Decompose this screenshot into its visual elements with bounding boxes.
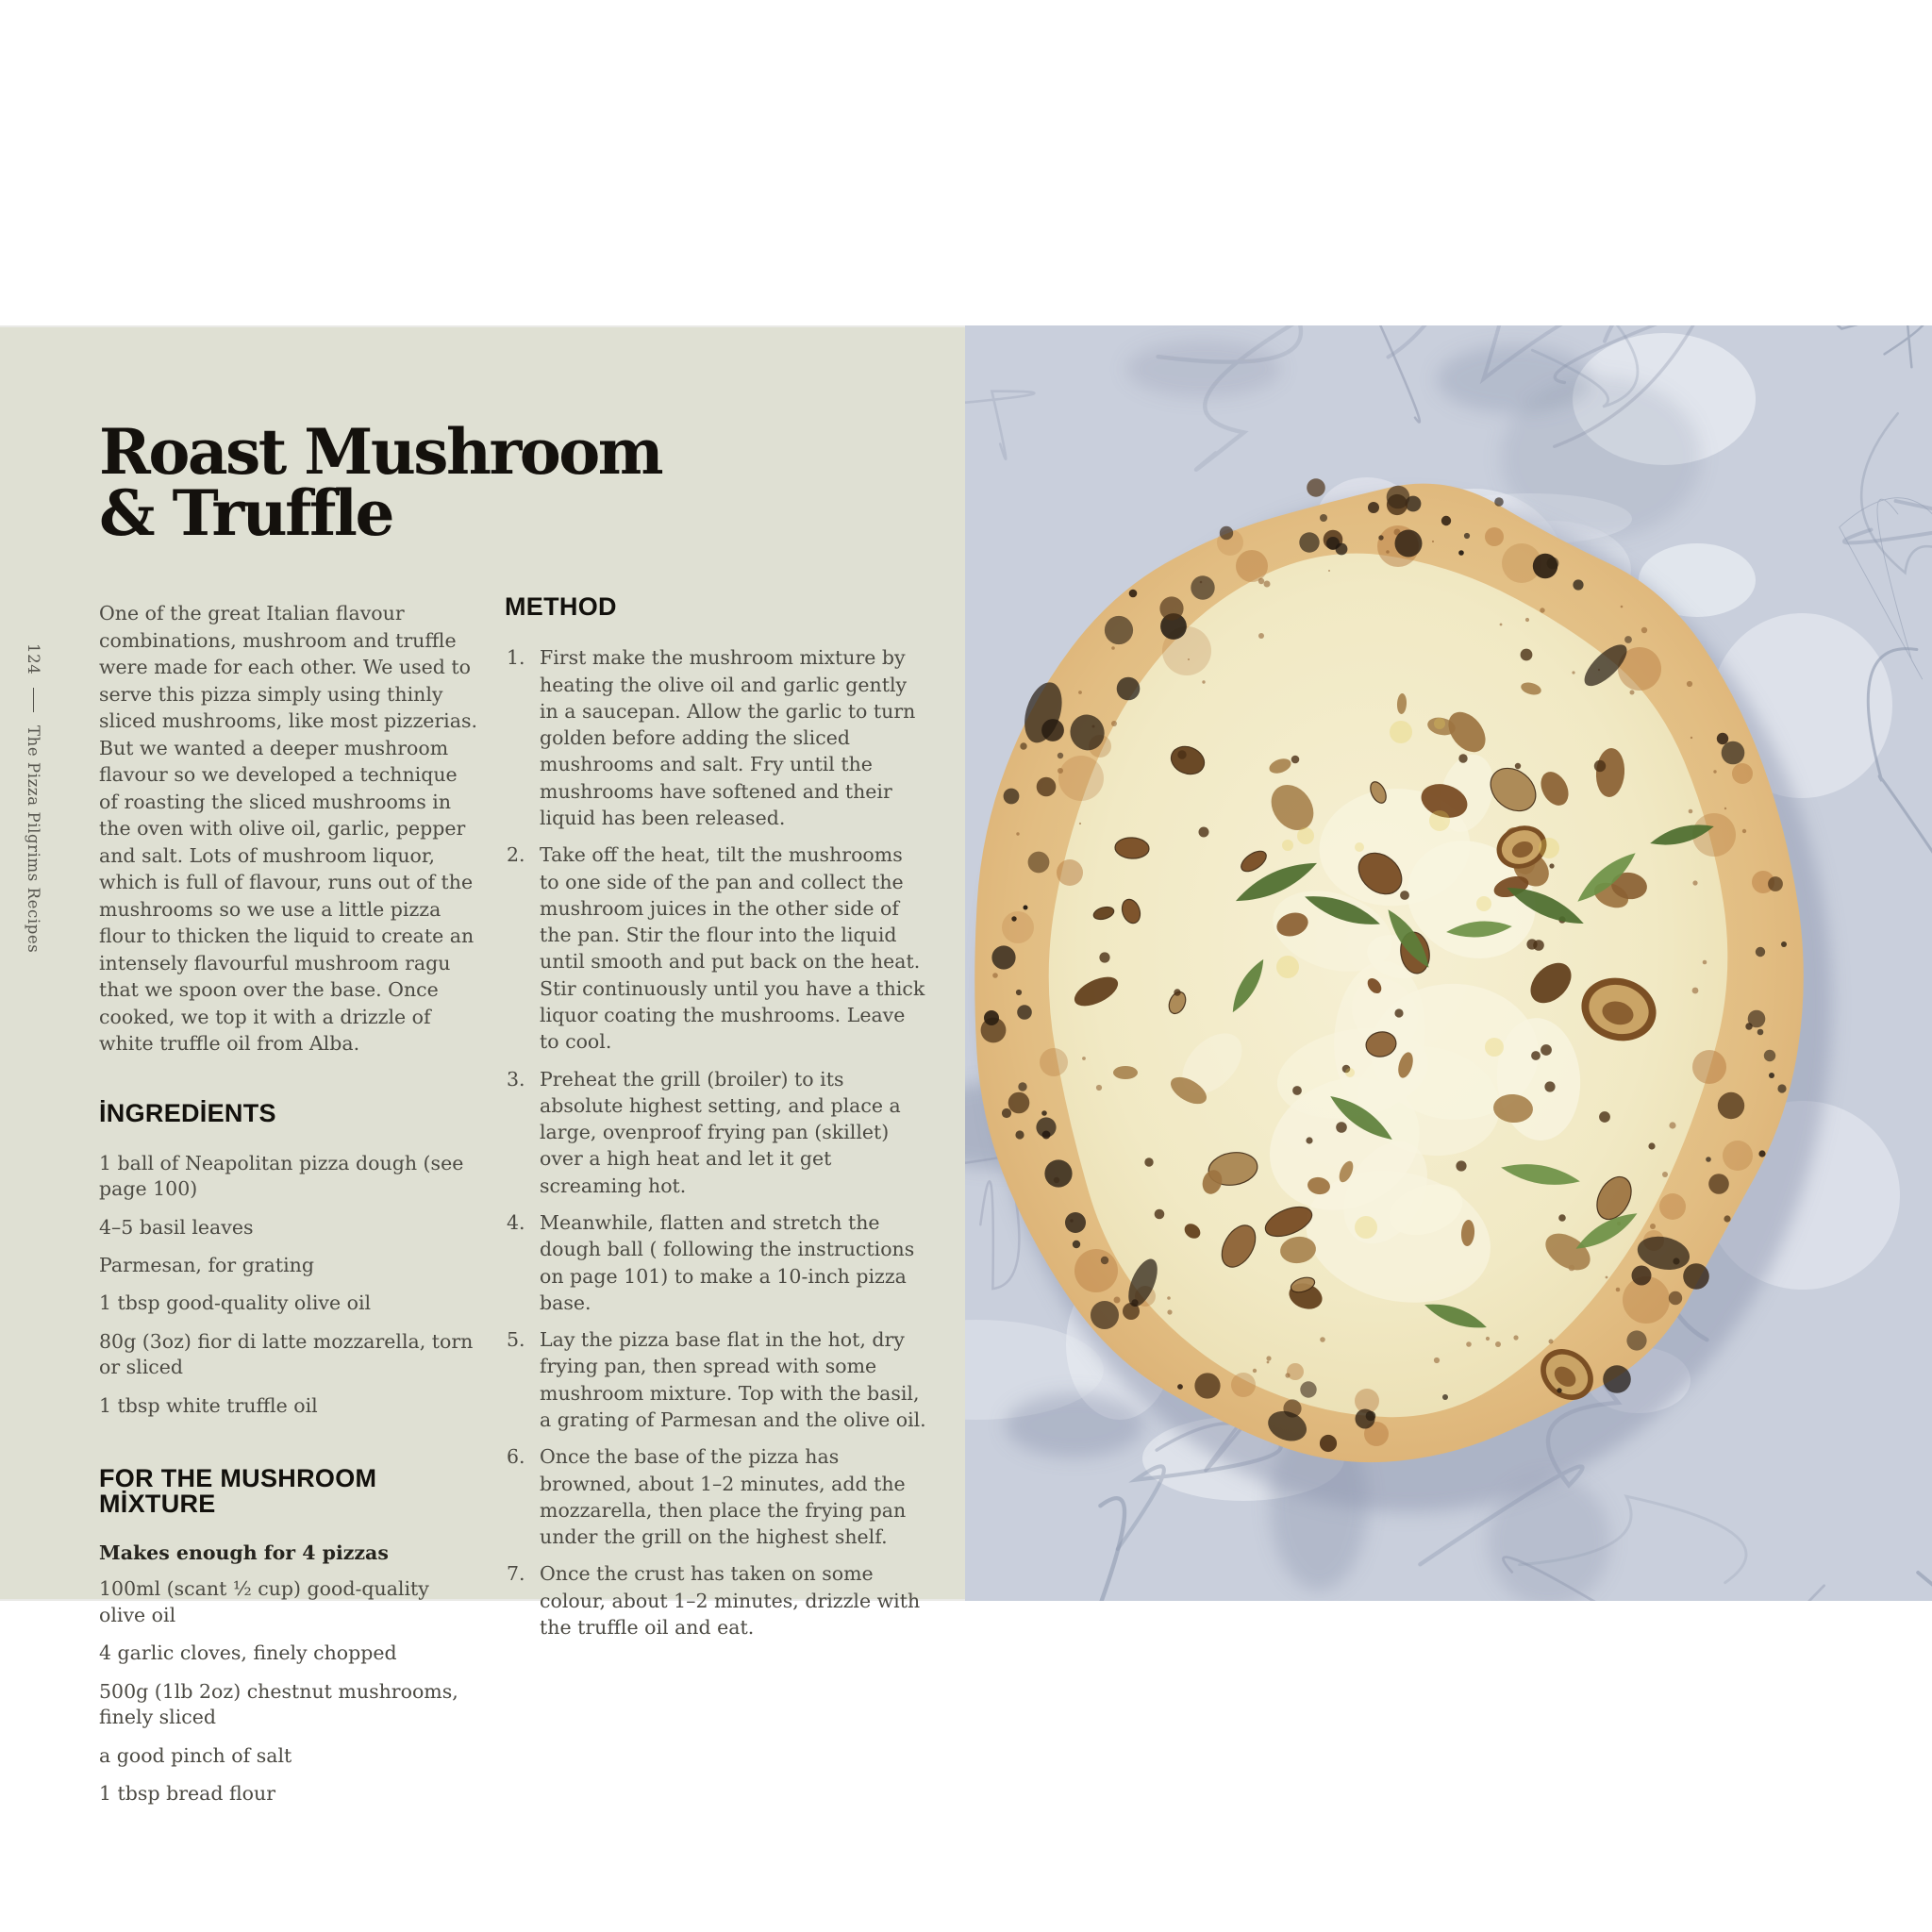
ingredient-item: 4–5 basil leaves — [99, 1215, 254, 1239]
mixture-item: 500g (1lb 2oz) chestnut mushrooms, finely sliced — [99, 1679, 458, 1729]
method-step: Take off the heat, tilt the mushrooms to one side of the pan and collect the mushroom juices in the other side of the pan. Stir the flour into the liquid until smooth and put back on the heat. Stir continuously until you have a thick liquor coating the mushrooms. Leave to cool. — [540, 843, 925, 1054]
method-step: First make the mushroom mixture by heating the olive oil and garlic gently in a saucepan. Allow the garlic to turn golden before adding the sliced mushrooms and salt. Fry until the mushrooms have softened and their liquid has been released. — [540, 646, 916, 830]
method-step: Preheat the grill (broiler) to its absolute highest setting, and place a large, ovenproof frying pan (skillet) over a high heat and let it get screaming hot. — [540, 1067, 901, 1197]
spine-sidebar — [25, 643, 42, 954]
ingredient-item: 1 tbsp good-quality olive oil — [99, 1291, 372, 1315]
method-steps — [505, 644, 927, 1641]
recipe-content — [0, 327, 965, 1855]
mixture-yield-note: Makes enough for 4 pizzas — [99, 1541, 389, 1565]
method-heading: METHOD — [505, 592, 617, 622]
recipe-title-line1: Roast Mushroom — [99, 415, 662, 489]
mixture-item: 1 tbsp bread flour — [99, 1782, 276, 1806]
mixture-item: 100ml (scant ½ cup) good-quality olive oil — [99, 1577, 429, 1626]
ingredients-list — [99, 1151, 480, 1420]
method-step: Lay the pizza base flat in the hot, dry frying pan, then spread with some mushroom mixture. Top with the basil, a grating of Parmesan and the olive oil. — [540, 1328, 926, 1431]
mixture-list — [99, 1576, 480, 1807]
left-column — [99, 594, 480, 1854]
ingredients-heading: İNGREDİENTS — [99, 1098, 276, 1127]
right-column — [505, 594, 927, 1854]
text-columns — [99, 594, 937, 1854]
pizza-photo — [965, 325, 1932, 1601]
left-page — [0, 325, 965, 1806]
mixture-item: a good pinch of salt — [99, 1743, 292, 1767]
ingredient-item: Parmesan, for grating — [99, 1253, 314, 1276]
spine-title: The Pizza Pilgrims Recipes — [25, 725, 42, 954]
right-page — [965, 325, 1932, 1601]
recipe-title-line2: & Truffle — [99, 475, 392, 550]
recipe-intro: One of the great Italian flavour combinations, mushroom and truffle were made for each other. We used to serve this pizza simply using thinly sliced mushrooms, like most pizzerias. But we wanted a deeper mushroom flavour so we developed a technique of roasting the sliced mushrooms in the oven with olive oil, garlic, pepper and salt. Lots of mushroom liquor, which is full of flavour, runs out of the mushrooms so we use a little pizza flour to thicken the liquid to create an intensely flavourful mushroom ragu that we spoon over the base. Once cooked, we top it with a drizzle of white truffle oil from Alba. — [99, 602, 477, 1056]
mixture-heading: FOR THE MUSHROOM MİXTURE — [99, 1464, 377, 1519]
recipe-title — [99, 415, 937, 550]
page-number: 124 — [25, 643, 42, 675]
method-step: Once the base of the pizza has browned, about 1–2 minutes, add the mozzarella, then place the frying pan under the grill on the highest shelf. — [540, 1445, 907, 1549]
ingredient-item: 1 tbsp white truffle oil — [99, 1393, 318, 1417]
book-spread — [0, 325, 1932, 1806]
ingredient-item: 80g (3oz) fior di latte mozzarella, torn or sliced — [99, 1329, 474, 1379]
method-step: Meanwhile, flatten and stretch the dough ball ( following the instructions on page 101) to make a 10-inch pizza base. — [540, 1210, 915, 1314]
mixture-item: 4 garlic cloves, finely chopped — [99, 1641, 397, 1665]
ingredient-item: 1 ball of Neapolitan pizza dough (see page 100) — [99, 1151, 464, 1201]
spine-divider — [33, 688, 35, 712]
method-step: Once the crust has taken on some colour, about 1–2 minutes, drizzle with the truffle oil and eat. — [540, 1562, 921, 1639]
